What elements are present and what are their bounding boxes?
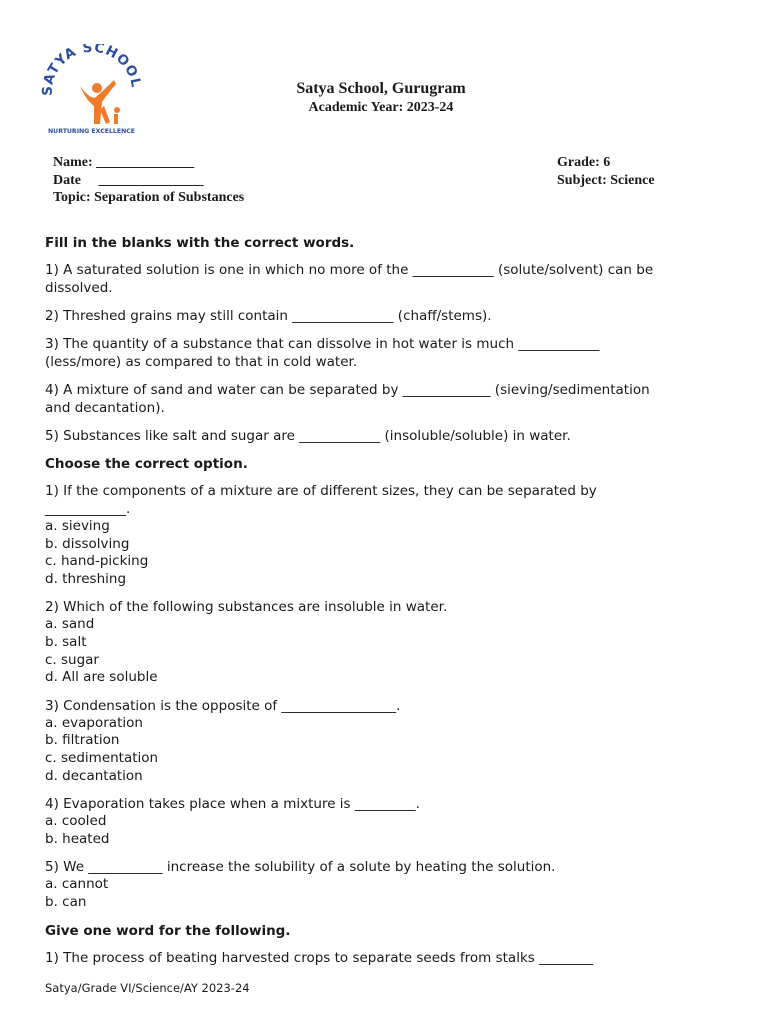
answer-option: a. cooled bbox=[45, 813, 107, 830]
answer-option: b. filtration bbox=[45, 732, 120, 749]
answer-option: b. heated bbox=[45, 830, 110, 847]
answer-option: c. hand-picking bbox=[45, 553, 149, 570]
question bbox=[45, 307, 665, 325]
worksheet-section bbox=[45, 922, 665, 967]
section-heading: Choose the correct option. bbox=[45, 456, 248, 472]
grade-label: Grade: 6 bbox=[557, 155, 611, 170]
subject-label: Subject: Science bbox=[557, 172, 655, 188]
logo-tagline: NURTURING EXCELLENCE bbox=[48, 128, 136, 135]
question-text: 5) We ___________ increase the solubility of a solute by heating the solution. bbox=[45, 859, 556, 876]
question bbox=[45, 795, 665, 848]
academic-year: Academic Year: 2023-24 bbox=[308, 100, 454, 115]
question bbox=[45, 482, 665, 588]
question bbox=[45, 949, 665, 967]
question-text: 2) Which of the following substances are insoluble in water. bbox=[45, 599, 448, 616]
worksheet-section bbox=[45, 455, 665, 912]
question-text: 3) The quantity of a substance that can dissolve in hot water is much ____________ (less/more) as compared to that in cold water. bbox=[45, 336, 600, 370]
answer-option: a. cannot bbox=[45, 876, 109, 893]
answer-option: c. sedimentation bbox=[45, 749, 159, 766]
question bbox=[45, 261, 665, 297]
question-text: 1) A saturated solution is one in which no more of the ____________ (solute/solvent) can be dissolved. bbox=[45, 262, 654, 296]
answer-option: b. can bbox=[45, 893, 87, 910]
question bbox=[45, 697, 665, 785]
answer-option: a. sieving bbox=[45, 518, 110, 534]
question-text: 3) Condensation is the opposite of _________________. bbox=[45, 697, 401, 714]
answer-option: c. sugar bbox=[45, 651, 99, 668]
name-field: Name: ______________ bbox=[53, 155, 195, 170]
answer-option: a. sand bbox=[45, 616, 95, 633]
worksheet-section bbox=[45, 234, 665, 445]
answer-option: a. evaporation bbox=[45, 714, 143, 731]
answer-option: b. salt bbox=[45, 633, 87, 650]
answer-option: d. decantation bbox=[45, 767, 143, 784]
question-text: 1) If the components of a mixture are of different sizes, they can be separated by ____________. bbox=[45, 483, 597, 517]
worksheet-content bbox=[45, 234, 665, 977]
answer-option: d. threshing bbox=[45, 570, 127, 587]
page-footer: Satya/Grade VI/Science/AY 2023-24 bbox=[45, 981, 250, 995]
student-info bbox=[53, 154, 244, 207]
question bbox=[45, 858, 665, 911]
date-field: Date _______________ bbox=[53, 172, 204, 188]
school-title: Satya School, Gurugram bbox=[296, 80, 466, 97]
answer-option: b. dissolving bbox=[45, 535, 130, 552]
question-text: 2) Threshed grains may still contain _______________ (chaff/stems). bbox=[45, 308, 492, 324]
answer-option: d. All are soluble bbox=[45, 669, 158, 686]
course-info bbox=[557, 154, 655, 189]
question-text: 1) The process of beating harvested crops to separate seeds from stalks ________ bbox=[45, 949, 594, 966]
section-heading: Give one word for the following. bbox=[45, 922, 291, 939]
question-text: 4) A mixture of sand and water can be separated by _____________ (sieving/sedimentation and decantation). bbox=[45, 382, 650, 416]
question bbox=[45, 427, 665, 445]
question-text: 4) Evaporation takes place when a mixture is _________. bbox=[45, 796, 420, 813]
question bbox=[45, 335, 665, 371]
topic-label: Topic: Separation of Substances bbox=[53, 190, 245, 205]
question-text: 5) Substances like salt and sugar are ____________ (insoluble/soluble) in water. bbox=[45, 428, 571, 444]
question bbox=[45, 598, 665, 686]
section-heading: Fill in the blanks with the correct words. bbox=[45, 235, 355, 251]
logo-arc-text: SATYA SCHOOL bbox=[40, 44, 144, 97]
question bbox=[45, 381, 665, 417]
